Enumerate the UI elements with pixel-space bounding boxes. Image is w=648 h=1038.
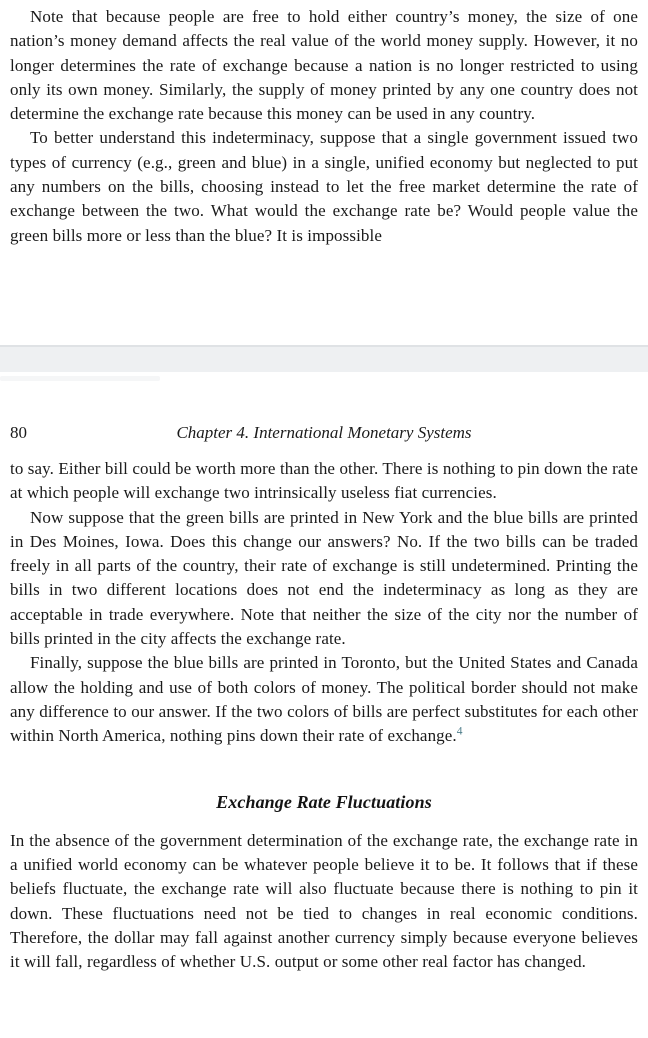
prev-page-text-block bbox=[10, 5, 638, 248]
paragraph-two-currencies: To better understand this indeterminacy, suppose that a single government issued two types of currency (e.g., green and blue) in a single, unified economy but neglected to put any numbers on the bills, choosing instead to let the free market determine the rate of exchange between the two. What would the exchange rate be? Would people value the green bills more or less than the blue? It is impossible bbox=[10, 128, 638, 245]
running-title: Chapter 4. International Monetary Systems bbox=[176, 423, 472, 442]
section-heading: Exchange Rate Fluctuations bbox=[216, 791, 432, 812]
page-break-band bbox=[0, 345, 648, 372]
page-number: 80 bbox=[10, 423, 27, 442]
scan-artifact-smudge bbox=[0, 376, 160, 381]
paragraph-toronto bbox=[10, 651, 638, 748]
page-body bbox=[10, 457, 638, 975]
footnote-ref-link[interactable]: 4 bbox=[456, 725, 463, 738]
paragraph-fluctuations: In the absence of the government determination of the exchange rate, the exchange rate in a unified world economy can be whatever people believe it to be. It follows that if these beliefs fluctuate, the exchange rate will also fluctuate because there is nothing to pin it down. These fluctuations need not be tied to changes in real economic conditions. Therefore, the dollar may fall against another currency simply because everyone believes it will fall, regardless of whether U.S. output or some other real factor has changed. bbox=[10, 830, 638, 972]
paragraph-new-york: Now suppose that the green bills are printed in New York and the blue bills are printed in Des Moines, Iowa. Does this change our answers? No. If the two bills can be traded freely in all parts of the country, their rate of exchange is still undetermined. Printing the bills in two different locations does not end the indeterminacy as long as they are acceptable in trade everywhere. Note that neither the size of the city nor the number of bills printed in the city affects the exchange rate. bbox=[10, 507, 638, 649]
paragraph-continuation: to say. Either bill could be worth more than the other. There is nothing to pin down the rate at which people will exchange two intrinsically useless fiat currencies. bbox=[10, 459, 638, 503]
paragraph-money-demand: Note that because people are free to hold either country’s money, the size of one nation’s money demand affects the real value of the world money supply. However, it no longer determines the rate of exchange because a nation is no longer restricted to using only its own money. Similarly, the supply of money printed by any one country does not determine the exchange rate because this money can be used in any country. bbox=[10, 7, 638, 124]
page-header bbox=[10, 423, 638, 447]
paragraph-toronto-text: Finally, suppose the blue bills are printed in Toronto, but the United States and Canada allow the holding and use of both colors of money. The political border should not make any difference to our answer. If the two colors of bills are perfect substitutes for each other within North America, nothing pins down their rate of exchange. bbox=[10, 653, 638, 746]
